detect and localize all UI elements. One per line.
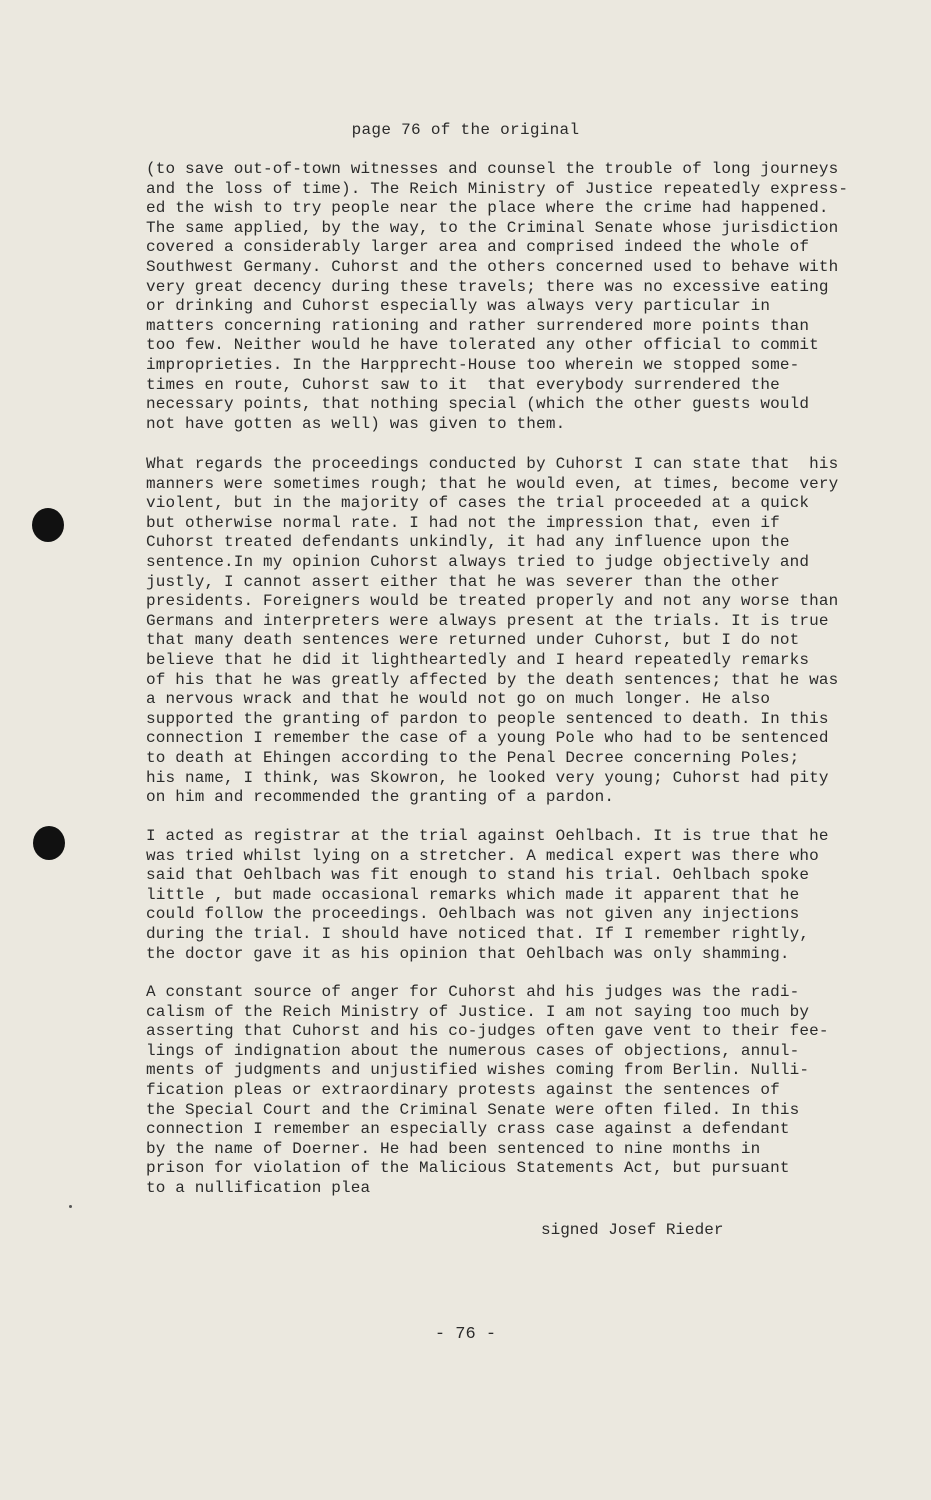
text-line: connection I remember the case of a young Pole who had to be sentenced <box>146 729 829 748</box>
text-line: too few. Neither would he have tolerated any other official to commit <box>146 336 819 355</box>
text-line: very great decency during these travels; there was no excessive eating <box>146 277 829 296</box>
text-line: The same applied, by the way, to the Criminal Senate whose jurisdiction <box>146 218 839 237</box>
text-line: of his that he was greatly affected by the death sentences; that he was <box>146 670 839 689</box>
signature-line: signed Josef Rieder <box>541 1221 724 1239</box>
text-line: calism of the Reich Ministry of Justice. I am not saying too much by <box>146 1002 810 1021</box>
text-line: (to save out-of-town witnesses and counsel the trouble of long journeys <box>146 160 839 178</box>
text-line: Cuhorst treated defendants unkindly, it had any influence upon the <box>146 533 790 552</box>
text-line: Germans and interpreters were always present at the trials. It is true <box>146 611 829 630</box>
punch-hole-upper <box>32 508 64 542</box>
text-line: or drinking and Cuhorst especially was always very particular in <box>146 297 771 316</box>
text-line: connection I remember an especially crass case against a defendant <box>146 1120 790 1139</box>
text-line: asserting that Cuhorst and his co-judges often gave vent to their fee- <box>146 1022 829 1041</box>
text-line: violent, but in the majority of cases the trial proceeded at a quick <box>146 494 810 513</box>
text-line: times en route, Cuhorst saw to it that everybody surrendered the <box>146 375 780 394</box>
paragraph-2 <box>146 455 846 808</box>
page-number: - 76 - <box>434 1325 497 1344</box>
text-line: and the loss of time). The Reich Ministry of Justice repeatedly express- <box>146 179 849 198</box>
text-line: believe that he did it lightheartedly and I heard repeatedly remarks <box>146 650 810 669</box>
text-line: supported the granting of pardon to people sentenced to death. In this <box>146 709 829 728</box>
text-line: ed the wish to try people near the place where the crime had happened. <box>146 199 829 218</box>
text-line: necessary points, that nothing special (which the other guests would <box>146 395 810 414</box>
text-line: covered a considerably larger area and comprised indeed the whole of <box>146 238 810 257</box>
text-line: on him and recommended the granting of a pardon. <box>146 788 615 807</box>
page-header: page 76 of the original <box>351 121 580 139</box>
text-line: What regards the proceedings conducted by Cuhorst I can state that his <box>146 455 839 473</box>
paragraph-3 <box>146 827 846 964</box>
text-line: his name, I think, was Skowron, he looked very young; Cuhorst had pity <box>146 768 829 787</box>
text-line: I acted as registrar at the trial against Oehlbach. It is true that he <box>146 827 829 845</box>
text-line: during the trial. I should have noticed that. If I remember rightly, <box>146 924 810 943</box>
text-line: said that Oehlbach was fit enough to stand his trial. Oehlbach spoke <box>146 866 810 885</box>
text-line: a nervous wrack and that he would not go on much longer. He also <box>146 690 771 709</box>
text-line: fication pleas or extraordinary protests against the sentences of <box>146 1080 780 1099</box>
text-line: Southwest Germany. Cuhorst and the others concerned used to behave with <box>146 257 839 276</box>
text-line: sentence.In my opinion Cuhorst always tried to judge objectively and <box>146 552 810 571</box>
text-line: presidents. Foreigners would be treated properly and not any worse than <box>146 592 839 611</box>
text-line: to a nullification plea <box>146 1178 371 1197</box>
text-line: that many death sentences were returned under Cuhorst, but I do not <box>146 631 800 650</box>
text-line: but otherwise normal rate. I had not the impression that, even if <box>146 513 780 532</box>
paper-speck <box>69 1205 72 1208</box>
text-line: lings of indignation about the numerous cases of objections, annul- <box>146 1041 800 1060</box>
paragraph-1 <box>146 160 849 434</box>
text-line: improprieties. In the Harpprecht-House too wherein we stopped some- <box>146 355 800 374</box>
text-line: the doctor gave it as his opinion that Oehlbach was only shamming. <box>146 944 790 963</box>
paragraph-4 <box>146 983 846 1199</box>
text-line: little , but made occasional remarks which made it apparent that he <box>146 885 800 904</box>
punch-hole-lower <box>33 826 65 860</box>
text-line: to death at Ehingen according to the Penal Decree concerning Poles; <box>146 748 800 767</box>
text-line: justly, I cannot assert either that he was severer than the other <box>146 572 780 591</box>
text-line: manners were sometimes rough; that he would even, at times, become very <box>146 474 839 493</box>
text-line: matters concerning rationing and rather surrendered more points than <box>146 316 810 335</box>
text-line: the Special Court and the Criminal Senate were often filed. In this <box>146 1100 800 1119</box>
text-line: prison for violation of the Malicious Statements Act, but pursuant <box>146 1159 790 1178</box>
text-line: by the name of Doerner. He had been sentenced to nine months in <box>146 1139 761 1158</box>
text-line: ments of judgments and unjustified wishes coming from Berlin. Nulli- <box>146 1061 810 1080</box>
text-line: could follow the proceedings. Oehlbach was not given any injections <box>146 905 800 924</box>
text-line: was tried whilst lying on a stretcher. A medical expert was there who <box>146 846 819 865</box>
text-line: A constant source of anger for Cuhorst ahd his judges was the radi- <box>146 983 800 1001</box>
text-line: not have gotten as well) was given to them. <box>146 414 566 433</box>
